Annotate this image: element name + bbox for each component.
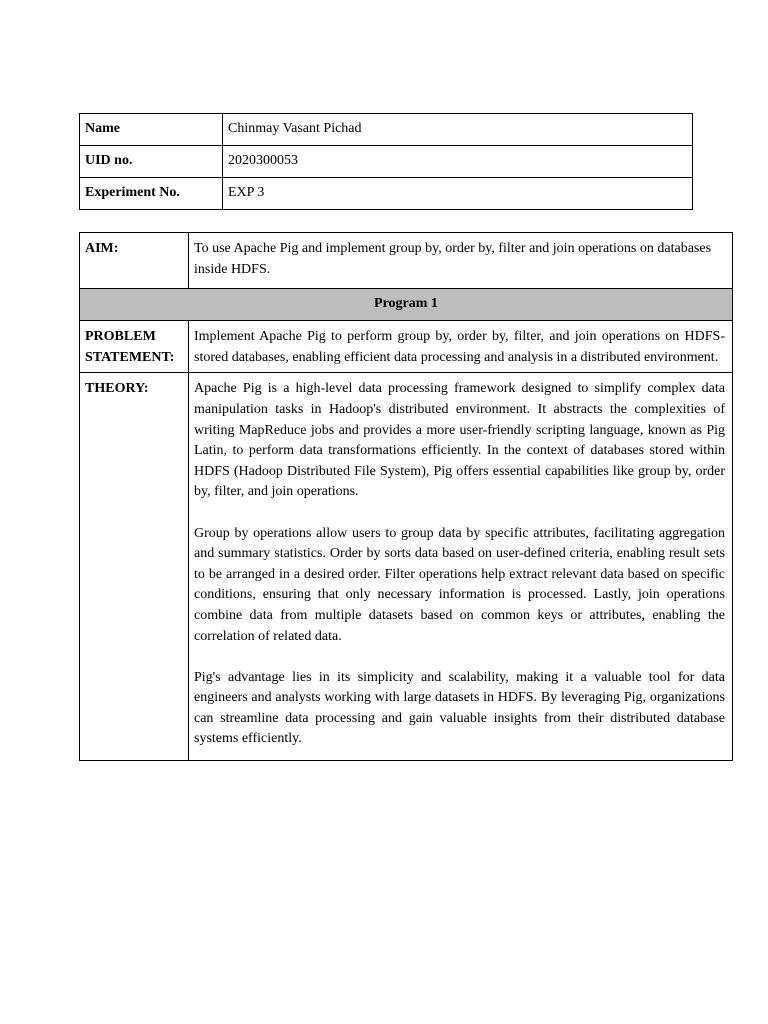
student-info-table (79, 113, 693, 210)
experiment-value: EXP 3 (223, 178, 693, 210)
aim-label: AIM: (80, 233, 189, 289)
problem-statement-label: PROBLEM STATEMENT: (80, 321, 189, 373)
aim-text: To use Apache Pig and implement group by, order by, filter and join operations on databases inside HDFS. (189, 233, 733, 289)
name-value: Chinmay Vasant Pichad (223, 114, 693, 146)
theory-paragraph: Pig's advantage lies in its simplicity and scalability, making it a valuable tool for data engineers and analysts working with large datasets in HDFS. By leveraging Pig, organizations can streamline data processing and gain valuable insights from their distributed database systems efficiently. (194, 669, 725, 747)
uid-label: UID no. (80, 146, 223, 178)
theory-paragraph: Group by operations allow users to group data by specific attributes, facilitating aggregation and summary statistics. Order by sorts data based on user-defined criteria, enabling result sets to be arranged in a desired order. Filter operations help extract relevant data based on specific conditions, ensuring that only necessary information is processed. Lastly, join operations combine data from multiple datasets based on common keys or attributes, enabling the correlation of related data. (194, 525, 725, 644)
name-label: Name (80, 114, 223, 146)
program-heading: Program 1 (80, 289, 733, 321)
info-row-uid (80, 146, 693, 178)
program-row (80, 289, 733, 321)
info-row-name (80, 114, 693, 146)
theory-paragraph: Apache Pig is a high-level data processing framework designed to simplify complex data manipulation tasks in Hadoop's distributed environment. It abstracts the complexities of writing MapReduce jobs and provides a more user-friendly scripting language, known as Pig Latin, to perform data transformations efficiently. In the context of databases stored within HDFS (Hadoop Distributed File System), Pig offers essential capabilities like group by, order by, filter, and join operations. (194, 381, 725, 500)
experiment-label: Experiment No. (80, 178, 223, 210)
problem-row (80, 321, 733, 373)
info-row-experiment (80, 178, 693, 210)
aim-row (80, 233, 733, 289)
theory-content (189, 373, 733, 761)
experiment-details-table (79, 232, 733, 761)
theory-label: THEORY: (80, 373, 189, 761)
problem-statement-text: Implement Apache Pig to perform group by, order by, filter, and join operations on HDFS-stored databases, enabling efficient data processing and analysis in a distributed environment. (189, 321, 733, 373)
theory-row (80, 373, 733, 761)
uid-value: 2020300053 (223, 146, 693, 178)
